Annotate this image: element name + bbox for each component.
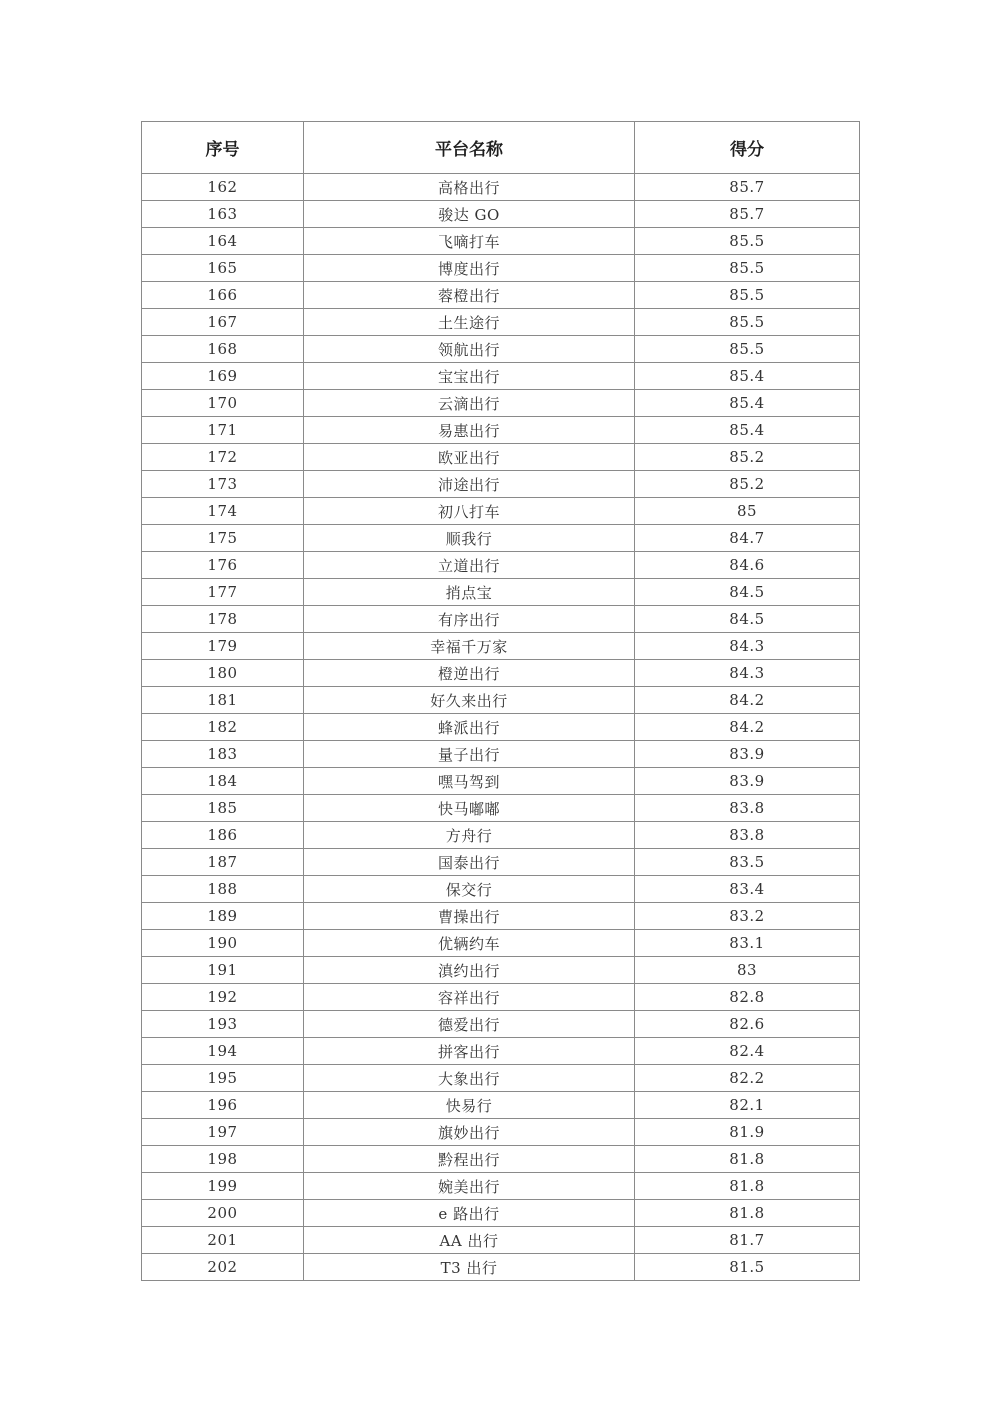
table-row	[142, 1038, 860, 1065]
cell-index: 190	[142, 930, 304, 957]
table-row	[142, 525, 860, 552]
cell-score: 83	[635, 957, 860, 984]
cell-platform-name: 立道出行	[304, 552, 635, 579]
cell-index: 194	[142, 1038, 304, 1065]
cell-platform-name: 领航出行	[304, 336, 635, 363]
cell-platform-name: 宝宝出行	[304, 363, 635, 390]
table-row	[142, 228, 860, 255]
cell-index: 193	[142, 1011, 304, 1038]
cell-platform-name: 顺我行	[304, 525, 635, 552]
cell-index: 178	[142, 606, 304, 633]
cell-index: 182	[142, 714, 304, 741]
cell-score: 81.7	[635, 1227, 860, 1254]
cell-index: 180	[142, 660, 304, 687]
ranking-table	[141, 121, 860, 1281]
cell-index: 175	[142, 525, 304, 552]
cell-score: 84.7	[635, 525, 860, 552]
cell-platform-name: 橙逆出行	[304, 660, 635, 687]
cell-index: 170	[142, 390, 304, 417]
table-row	[142, 552, 860, 579]
table-row	[142, 579, 860, 606]
cell-platform-name: 方舟行	[304, 822, 635, 849]
table-row	[142, 309, 860, 336]
table-row	[142, 714, 860, 741]
cell-index: 164	[142, 228, 304, 255]
cell-index: 189	[142, 903, 304, 930]
table-row	[142, 1146, 860, 1173]
cell-score: 81.8	[635, 1173, 860, 1200]
cell-score: 81.9	[635, 1119, 860, 1146]
cell-platform-name: 欧亚出行	[304, 444, 635, 471]
table-row	[142, 498, 860, 525]
table-row	[142, 660, 860, 687]
cell-score: 83.2	[635, 903, 860, 930]
cell-index: 187	[142, 849, 304, 876]
cell-index: 166	[142, 282, 304, 309]
cell-score: 84.3	[635, 660, 860, 687]
cell-platform-name: 沛途出行	[304, 471, 635, 498]
table-row	[142, 282, 860, 309]
cell-platform-name: 嘿马驾到	[304, 768, 635, 795]
cell-index: 171	[142, 417, 304, 444]
table-row	[142, 471, 860, 498]
cell-platform-name: 易惠出行	[304, 417, 635, 444]
cell-score: 84.2	[635, 687, 860, 714]
cell-platform-name: 婉美出行	[304, 1173, 635, 1200]
cell-index: 163	[142, 201, 304, 228]
cell-score: 83.1	[635, 930, 860, 957]
table-row	[142, 957, 860, 984]
cell-platform-name: 有序出行	[304, 606, 635, 633]
cell-platform-name: 快马嘟嘟	[304, 795, 635, 822]
table-body	[142, 174, 860, 1281]
table-row	[142, 768, 860, 795]
table-row	[142, 1011, 860, 1038]
cell-score: 85.7	[635, 201, 860, 228]
cell-score: 81.8	[635, 1200, 860, 1227]
cell-score: 85	[635, 498, 860, 525]
cell-platform-name: 幸福千万家	[304, 633, 635, 660]
cell-platform-name: 曹操出行	[304, 903, 635, 930]
cell-index: 184	[142, 768, 304, 795]
cell-platform-name: 飞嘀打车	[304, 228, 635, 255]
table-row	[142, 687, 860, 714]
cell-index: 186	[142, 822, 304, 849]
table-row	[142, 174, 860, 201]
cell-platform-name: 博度出行	[304, 255, 635, 282]
cell-score: 85.5	[635, 309, 860, 336]
cell-platform-name: 容祥出行	[304, 984, 635, 1011]
cell-score: 85.5	[635, 255, 860, 282]
table-row	[142, 1173, 860, 1200]
cell-platform-name: 初八打车	[304, 498, 635, 525]
cell-index: 165	[142, 255, 304, 282]
cell-score: 83.9	[635, 741, 860, 768]
table-row	[142, 201, 860, 228]
cell-platform-name: 土生途行	[304, 309, 635, 336]
cell-score: 83.8	[635, 822, 860, 849]
cell-score: 85.4	[635, 417, 860, 444]
cell-score: 85.5	[635, 336, 860, 363]
table-row	[142, 876, 860, 903]
table-row	[142, 633, 860, 660]
cell-index: 167	[142, 309, 304, 336]
cell-index: 196	[142, 1092, 304, 1119]
cell-score: 85.5	[635, 282, 860, 309]
table-row	[142, 390, 860, 417]
cell-score: 81.5	[635, 1254, 860, 1281]
cell-platform-name: AA 出行	[304, 1227, 635, 1254]
cell-platform-name: 快易行	[304, 1092, 635, 1119]
table-row	[142, 984, 860, 1011]
cell-platform-name: e 路出行	[304, 1200, 635, 1227]
cell-index: 200	[142, 1200, 304, 1227]
cell-index: 201	[142, 1227, 304, 1254]
cell-score: 83.9	[635, 768, 860, 795]
table-row	[142, 255, 860, 282]
table-row	[142, 1227, 860, 1254]
table-row	[142, 930, 860, 957]
header-score: 得分	[635, 122, 860, 174]
cell-score: 83.8	[635, 795, 860, 822]
cell-platform-name: 高格出行	[304, 174, 635, 201]
cell-score: 84.5	[635, 606, 860, 633]
cell-platform-name: 捎点宝	[304, 579, 635, 606]
cell-score: 85.4	[635, 390, 860, 417]
cell-platform-name: 滇约出行	[304, 957, 635, 984]
cell-platform-name: 德爱出行	[304, 1011, 635, 1038]
table-row	[142, 606, 860, 633]
cell-platform-name: 优辆约车	[304, 930, 635, 957]
cell-index: 188	[142, 876, 304, 903]
cell-platform-name: 云滴出行	[304, 390, 635, 417]
cell-index: 176	[142, 552, 304, 579]
cell-platform-name: 拼客出行	[304, 1038, 635, 1065]
cell-score: 82.1	[635, 1092, 860, 1119]
cell-index: 174	[142, 498, 304, 525]
cell-index: 202	[142, 1254, 304, 1281]
cell-platform-name: T3 出行	[304, 1254, 635, 1281]
table-row	[142, 822, 860, 849]
cell-platform-name: 黔程出行	[304, 1146, 635, 1173]
table-row	[142, 1065, 860, 1092]
cell-index: 192	[142, 984, 304, 1011]
cell-score: 83.5	[635, 849, 860, 876]
table-row	[142, 849, 860, 876]
cell-index: 198	[142, 1146, 304, 1173]
cell-platform-name: 旗妙出行	[304, 1119, 635, 1146]
cell-platform-name: 蜂派出行	[304, 714, 635, 741]
cell-score: 81.8	[635, 1146, 860, 1173]
cell-score: 82.8	[635, 984, 860, 1011]
cell-index: 173	[142, 471, 304, 498]
table-row	[142, 1200, 860, 1227]
header-platform-name: 平台名称	[304, 122, 635, 174]
cell-score: 85.7	[635, 174, 860, 201]
cell-score: 84.5	[635, 579, 860, 606]
header-index: 序号	[142, 122, 304, 174]
cell-score: 84.2	[635, 714, 860, 741]
cell-platform-name: 量子出行	[304, 741, 635, 768]
cell-index: 199	[142, 1173, 304, 1200]
cell-index: 168	[142, 336, 304, 363]
table-row	[142, 1119, 860, 1146]
cell-score: 82.6	[635, 1011, 860, 1038]
cell-platform-name: 骏达 GO	[304, 201, 635, 228]
cell-index: 185	[142, 795, 304, 822]
cell-index: 195	[142, 1065, 304, 1092]
cell-score: 84.3	[635, 633, 860, 660]
cell-score: 84.6	[635, 552, 860, 579]
table-row	[142, 363, 860, 390]
cell-score: 85.4	[635, 363, 860, 390]
cell-score: 82.2	[635, 1065, 860, 1092]
cell-score: 85.5	[635, 228, 860, 255]
cell-index: 197	[142, 1119, 304, 1146]
cell-index: 162	[142, 174, 304, 201]
cell-platform-name: 国泰出行	[304, 849, 635, 876]
cell-platform-name: 好久来出行	[304, 687, 635, 714]
table-row	[142, 1254, 860, 1281]
table-header-row	[142, 122, 860, 174]
table-row	[142, 417, 860, 444]
cell-index: 179	[142, 633, 304, 660]
cell-score: 85.2	[635, 471, 860, 498]
table-row	[142, 795, 860, 822]
cell-score: 83.4	[635, 876, 860, 903]
cell-index: 169	[142, 363, 304, 390]
table-row	[142, 1092, 860, 1119]
cell-index: 172	[142, 444, 304, 471]
table-row	[142, 444, 860, 471]
cell-score: 82.4	[635, 1038, 860, 1065]
table-row	[142, 903, 860, 930]
table-row	[142, 336, 860, 363]
cell-platform-name: 蓉橙出行	[304, 282, 635, 309]
cell-index: 181	[142, 687, 304, 714]
cell-platform-name: 大象出行	[304, 1065, 635, 1092]
cell-index: 191	[142, 957, 304, 984]
cell-index: 177	[142, 579, 304, 606]
table-row	[142, 741, 860, 768]
cell-score: 85.2	[635, 444, 860, 471]
cell-index: 183	[142, 741, 304, 768]
cell-platform-name: 保交行	[304, 876, 635, 903]
